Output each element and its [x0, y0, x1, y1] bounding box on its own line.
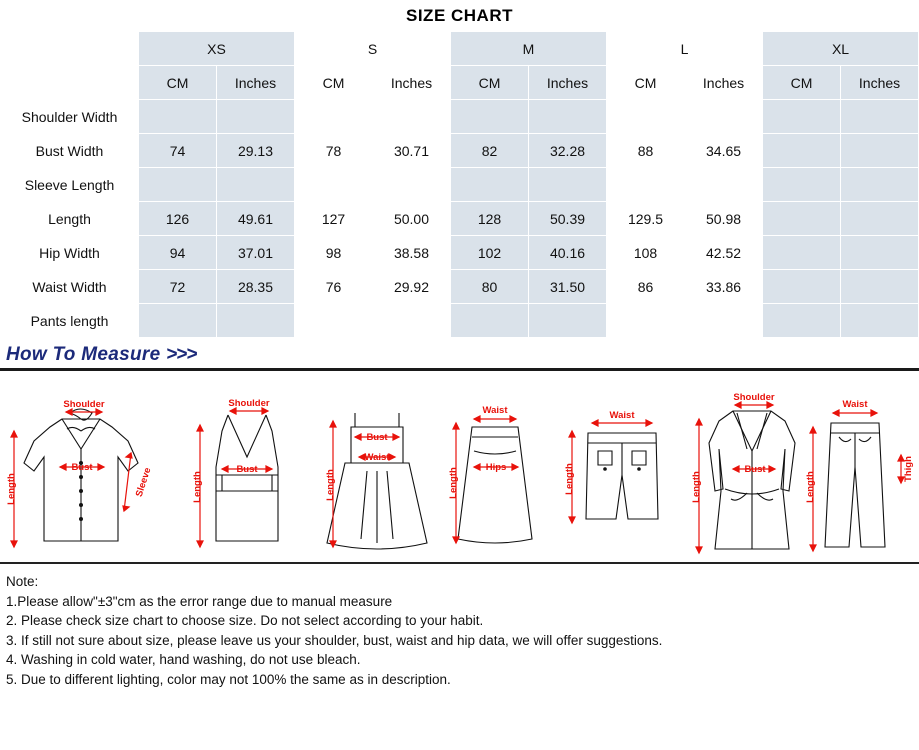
cell-s-in	[373, 100, 451, 134]
row-label-length: Length	[1, 202, 139, 236]
cell-s-in	[373, 304, 451, 338]
unit-corner-cell	[1, 66, 139, 100]
cell-m-in	[529, 168, 607, 202]
cell-l-in	[685, 100, 763, 134]
table-row	[1, 100, 919, 134]
note-line-2: 2. Please check size chart to choose size. Do not select according to your habit.	[6, 613, 484, 628]
figure-label-shoulder: Shoulder	[733, 392, 775, 403]
cell-xs-in	[217, 168, 295, 202]
cell-l-cm	[607, 100, 685, 134]
how-to-measure-label: How To Measure	[6, 344, 161, 365]
cell-s-in: 50.00	[373, 202, 451, 236]
figure-label-length: Length	[691, 471, 702, 503]
unit-header-xl-cm: CM	[763, 66, 841, 100]
table-row	[1, 270, 919, 304]
table-row	[1, 304, 919, 338]
row-label-bust-width: Bust Width	[1, 134, 139, 168]
cell-m-in: 31.50	[529, 270, 607, 304]
how-to-measure-heading	[0, 342, 919, 366]
figure-label-shoulder: Shoulder	[63, 399, 105, 410]
cell-xl-cm	[763, 134, 841, 168]
unit-header-l-cm: CM	[607, 66, 685, 100]
unit-header-xs-cm: CM	[139, 66, 217, 100]
cell-s-in: 29.92	[373, 270, 451, 304]
corner-cell	[1, 32, 139, 66]
cell-xl-cm	[763, 236, 841, 270]
figure-skirt	[440, 371, 550, 564]
cell-m-in	[529, 304, 607, 338]
note-line-4: 4. Washing in cold water, hand washing, do not use bleach.	[6, 652, 361, 667]
figure-label-waist: Waist	[609, 410, 635, 421]
cell-xl-cm	[763, 168, 841, 202]
size-header-xl: XL	[763, 32, 919, 66]
cell-m-in	[529, 100, 607, 134]
cell-l-in: 34.65	[685, 134, 763, 168]
cell-xl-in	[841, 134, 919, 168]
figure-blouse	[0, 371, 180, 564]
cell-l-cm: 88	[607, 134, 685, 168]
figure-label-length: Length	[805, 471, 816, 503]
notes-section	[0, 564, 919, 689]
cell-m-cm	[451, 304, 529, 338]
cell-xs-cm: 74	[139, 134, 217, 168]
cell-l-in: 50.98	[685, 202, 763, 236]
figure-shorts	[550, 371, 685, 564]
cell-xs-cm: 72	[139, 270, 217, 304]
row-label-shoulder-width: Shoulder Width	[1, 100, 139, 134]
cell-xs-in: 37.01	[217, 236, 295, 270]
cell-l-cm	[607, 168, 685, 202]
figure-label-bust: Bust	[71, 462, 93, 473]
figure-coat	[685, 371, 820, 564]
cell-m-cm: 102	[451, 236, 529, 270]
note-line-3: 3. If still not sure about size, please leave us your shoulder, bust, waist and hip data, we will offer suggestions.	[6, 632, 663, 648]
size-header-m: M	[451, 32, 607, 66]
size-header-l: L	[607, 32, 763, 66]
figure-tank-top	[180, 371, 315, 564]
note-line-5: 5. Due to different lighting, color may not 100% the same as in description.	[6, 671, 451, 687]
unit-header-xs-in: Inches	[217, 66, 295, 100]
figure-label-length: Length	[325, 469, 336, 501]
figure-label-bust: Bust	[366, 432, 388, 443]
cell-xs-cm: 94	[139, 236, 217, 270]
figure-label-hips: Hips	[485, 462, 507, 473]
cell-s-cm: 127	[295, 202, 373, 236]
cell-l-cm: 108	[607, 236, 685, 270]
figure-skirt-flare	[315, 371, 440, 564]
cell-xs-cm	[139, 168, 217, 202]
cell-s-cm: 78	[295, 134, 373, 168]
unit-header-m-in: Inches	[529, 66, 607, 100]
cell-xs-in: 49.61	[217, 202, 295, 236]
unit-header-s-cm: CM	[295, 66, 373, 100]
cell-m-in: 50.39	[529, 202, 607, 236]
cell-l-in	[685, 304, 763, 338]
cell-xs-cm	[139, 304, 217, 338]
table-header-sizes	[1, 32, 919, 66]
cell-m-cm	[451, 100, 529, 134]
table-header-units	[1, 66, 919, 100]
row-label-hip-width: Hip Width	[1, 236, 139, 270]
unit-header-m-cm: CM	[451, 66, 529, 100]
cell-xs-cm: 126	[139, 202, 217, 236]
cell-s-cm	[295, 304, 373, 338]
how-to-measure-arrows: >>>	[166, 344, 197, 365]
unit-header-xl-in: Inches	[841, 66, 919, 100]
cell-s-in: 38.58	[373, 236, 451, 270]
page-title: SIZE CHART	[406, 6, 513, 25]
size-header-xs: XS	[139, 32, 295, 66]
cell-l-in: 33.86	[685, 270, 763, 304]
cell-xs-in	[217, 100, 295, 134]
table-row	[1, 202, 919, 236]
size-chart-table	[0, 31, 919, 338]
cell-s-cm: 98	[295, 236, 373, 270]
cell-xl-in	[841, 270, 919, 304]
row-label-pants-length: Pants length	[1, 304, 139, 338]
cell-xs-in: 29.13	[217, 134, 295, 168]
figure-label-bust: Bust	[236, 464, 258, 475]
cell-l-in: 42.52	[685, 236, 763, 270]
figure-label-length: Length	[448, 467, 459, 499]
figure-label-length: Length	[6, 473, 17, 505]
figure-label-length: Length	[564, 463, 575, 495]
cell-m-in: 32.28	[529, 134, 607, 168]
row-label-sleeve-length: Sleeve Length	[1, 168, 139, 202]
cell-xl-in	[841, 168, 919, 202]
figure-label-thigh: Thigh	[903, 456, 914, 482]
notes-heading: Note:	[6, 574, 39, 589]
size-header-s: S	[295, 32, 451, 66]
cell-xs-in: 28.35	[217, 270, 295, 304]
cell-l-cm: 86	[607, 270, 685, 304]
figure-label-waist: Waist	[364, 452, 390, 463]
figure-pants	[805, 371, 919, 564]
cell-xl-in	[841, 202, 919, 236]
cell-xl-in	[841, 304, 919, 338]
cell-xl-cm	[763, 202, 841, 236]
measurement-figures	[0, 371, 919, 564]
figure-label-shoulder: Shoulder	[228, 398, 270, 409]
row-label-waist-width: Waist Width	[1, 270, 139, 304]
figure-label-waist: Waist	[482, 405, 508, 416]
cell-m-cm: 82	[451, 134, 529, 168]
cell-s-in: 30.71	[373, 134, 451, 168]
table-row	[1, 236, 919, 270]
unit-header-s-in: Inches	[373, 66, 451, 100]
figure-label-waist: Waist	[842, 399, 868, 410]
table-row	[1, 134, 919, 168]
cell-m-cm: 128	[451, 202, 529, 236]
cell-l-in	[685, 168, 763, 202]
cell-xl-cm	[763, 100, 841, 134]
cell-m-in: 40.16	[529, 236, 607, 270]
cell-xl-cm	[763, 270, 841, 304]
cell-l-cm: 129.5	[607, 202, 685, 236]
cell-xs-cm	[139, 100, 217, 134]
cell-s-cm: 76	[295, 270, 373, 304]
figure-label-bust: Bust	[744, 464, 766, 475]
figure-label-sleeve: Sleeve	[133, 466, 154, 499]
figure-label-length: Length	[192, 471, 203, 503]
cell-s-in	[373, 168, 451, 202]
unit-header-l-in: Inches	[685, 66, 763, 100]
cell-l-cm	[607, 304, 685, 338]
cell-m-cm	[451, 168, 529, 202]
cell-s-cm	[295, 100, 373, 134]
cell-m-cm: 80	[451, 270, 529, 304]
cell-xs-in	[217, 304, 295, 338]
cell-xl-in	[841, 100, 919, 134]
note-line-1: 1.Please allow"±3"cm as the error range due to manual measure	[6, 593, 393, 609]
cell-xl-in	[841, 236, 919, 270]
cell-s-cm	[295, 168, 373, 202]
table-row	[1, 168, 919, 202]
cell-xl-cm	[763, 304, 841, 338]
